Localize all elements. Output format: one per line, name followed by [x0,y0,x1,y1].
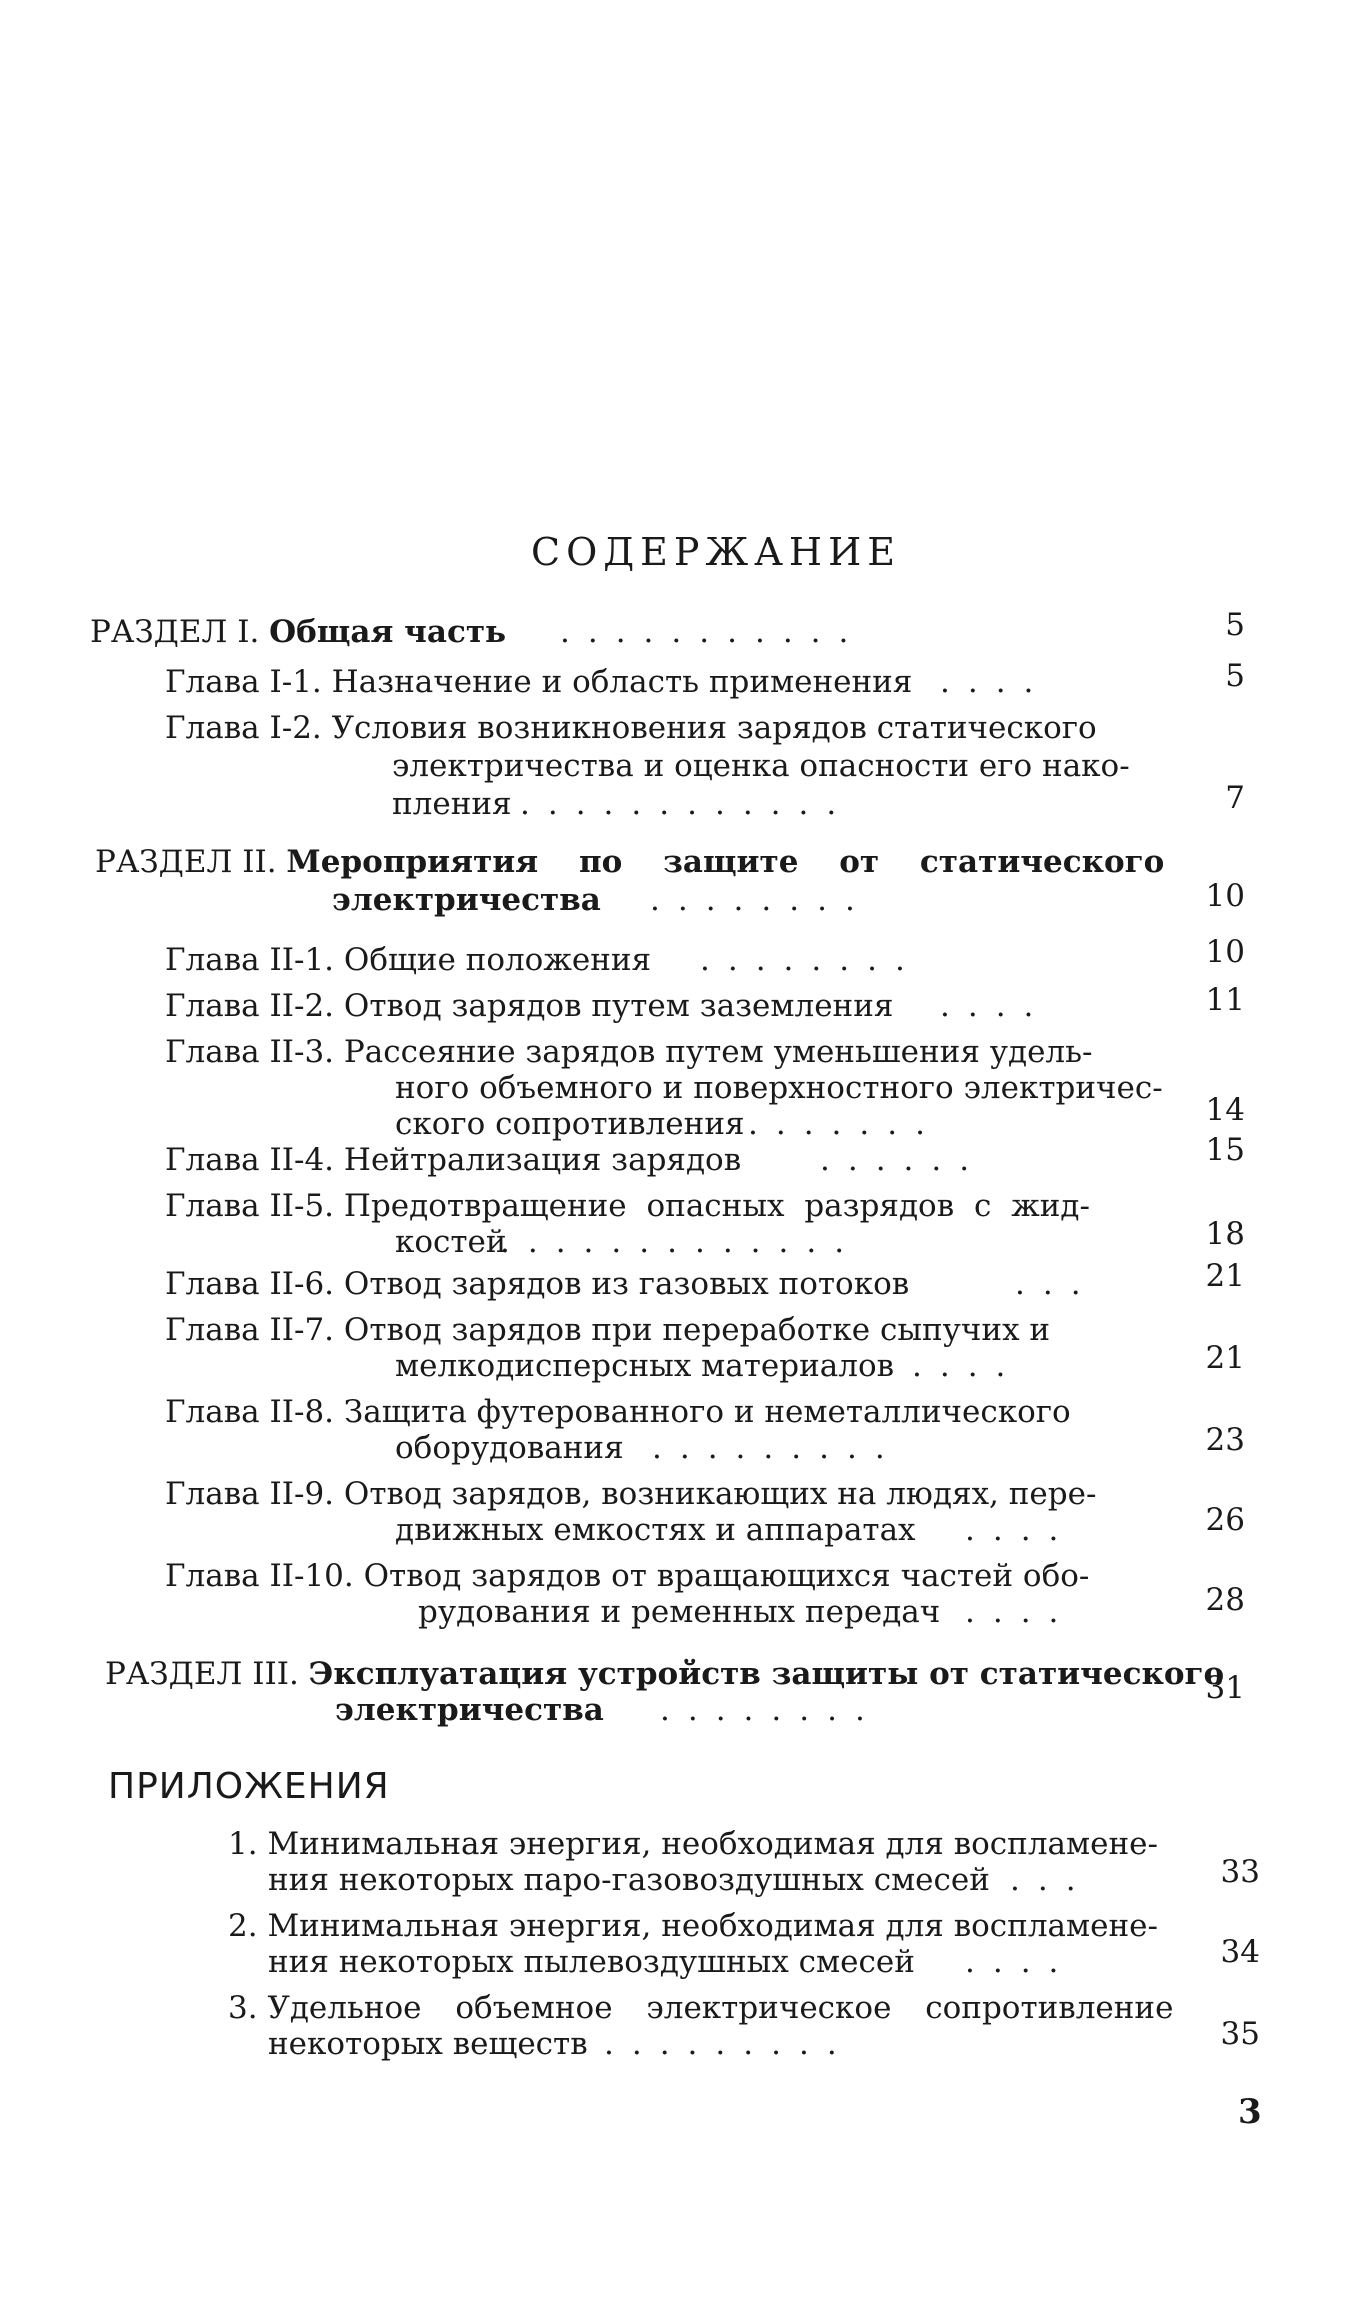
page-number: 7 [1225,780,1245,816]
section-title: Эксплуатация устройств защиты от статического [308,1656,1225,1692]
section-title-cont: электричества [335,1692,604,1728]
chapter-title-cont: рудования и ременных передач [418,1594,941,1630]
chapter-label: Глава II-9. [165,1476,335,1512]
chapter-entry [165,662,912,702]
appendix-number: 3. [228,1990,258,2026]
chapter-title-cont: пления [392,786,512,822]
page-number: 23 [1205,1422,1245,1458]
chapter-label: Глава II-7. [165,1312,335,1348]
appendix-title-cont: некоторых веществ [268,2026,588,2062]
chapter-entry [165,1186,1090,1226]
appendix-number: 2. [228,1908,258,1944]
chapter-title: Нейтрализация зарядов [343,1142,742,1178]
appendix-number: 1. [228,1826,258,1862]
section-1-entry [90,612,506,652]
leader-dots: .... [965,1944,1077,1980]
chapter-title: Рассеяние зарядов путем уменьшения удель- [343,1034,1093,1070]
leader-dots: ............ [520,786,855,822]
chapter-label: Глава II-4. [165,1142,335,1178]
page-number: 11 [1205,982,1245,1018]
chapter-label: Глава II-5. [165,1188,335,1224]
folio-page-number: 3 [1238,2092,1262,2132]
leader-dots: ........ [660,1692,883,1728]
appendix-heading: ПРИЛОЖЕНИЯ [108,1766,390,1807]
chapter-title: Общие положения [343,942,652,978]
page-number: 34 [1220,1934,1260,1970]
section-label: РАЗДЕЛ II. [95,844,277,880]
chapter-title: Отвод зарядов путем заземления [343,988,894,1024]
leader-dots: ... [1010,1862,1094,1898]
section-label: РАЗДЕЛ I. [90,614,260,650]
chapter-title: Защита футерованного и неметаллического [343,1394,1071,1430]
page-number: 10 [1205,878,1245,914]
chapter-label: Глава II-6. [165,1266,335,1302]
chapter-label: Глава II-2. [165,988,335,1024]
leader-dots: ...... [820,1142,988,1178]
chapter-entry [165,1556,1089,1596]
page-number: 5 [1225,607,1245,643]
section-title: Мероприятия по защите от статического [286,844,1165,880]
leader-dots: ........ [700,942,923,978]
leader-dots: ... [1015,1266,1099,1302]
appendix-title-cont: ния некоторых паро-газовоздушных смесей [268,1862,990,1898]
page-number: 31 [1205,1670,1245,1706]
chapter-title: Назначение и область применения [331,664,913,700]
leader-dots: .... [940,988,1052,1024]
page-number: 14 [1205,1092,1245,1128]
chapter-title-cont: ского сопротивления [395,1106,745,1142]
chapter-label: Глава II-1. [165,942,335,978]
page-number: 21 [1205,1340,1245,1376]
chapter-label: Глава II-8. [165,1394,335,1430]
section-title-cont: электричества [332,882,601,918]
appendix-item [228,1824,1158,1864]
section-2-entry [95,842,1164,882]
page-number: 28 [1205,1582,1245,1618]
section-title: Общая часть [269,614,507,650]
appendix-item [228,1906,1158,1946]
chapter-entry [165,1310,1050,1350]
page-title: СОДЕРЖАНИЕ [531,530,901,574]
page-number: 35 [1220,2016,1260,2052]
leader-dots: ........... [560,614,867,650]
page-number: 5 [1225,658,1245,694]
chapter-title: Отвод зарядов из газовых потоков [343,1266,910,1302]
chapter-title: Отвод зарядов при переработке сыпучих и [343,1312,1051,1348]
chapter-entry [165,1264,909,1304]
leader-dots: .... [965,1512,1077,1548]
chapter-title-cont: костей [395,1224,507,1260]
section-3-entry [105,1654,1224,1694]
chapter-title: Предотвращение опасных разрядов с жид- [343,1188,1090,1224]
leader-dots: ....... [748,1106,943,1142]
appendix-title: Минимальная энергия, необходимая для воспламене- [267,1826,1158,1862]
chapter-label: Глава I-1. [165,664,322,700]
page-number: 26 [1205,1502,1245,1538]
leader-dots: ........ [650,882,873,918]
appendix-title: Удельное объемное электрическое сопротивление [267,1990,1174,2026]
chapter-title: Отвод зарядов, возникающих на людях, пере- [343,1476,1097,1512]
leader-dots: ............. [500,1224,863,1260]
chapter-entry [165,1474,1096,1514]
chapter-title-cont: ного объемного и поверхностного электричес- [395,1070,1163,1106]
appendix-item [228,1988,1173,2028]
leader-dots: .... [965,1594,1077,1630]
chapter-entry [165,708,1097,748]
page-number: 21 [1205,1258,1245,1294]
page-number: 33 [1220,1854,1260,1890]
leader-dots: .... [940,664,1052,700]
chapter-entry [165,940,651,980]
leader-dots: ......... [652,1430,903,1466]
chapter-title: Условия возникновения зарядов статического [331,710,1097,746]
leader-dots: ......... [604,2026,855,2062]
appendix-title-cont: ния некоторых пылевоздушных смесей [268,1944,915,1980]
section-label: РАЗДЕЛ III. [105,1656,299,1692]
chapter-title-cont: электричества и оценка опасности его нако- [392,748,1130,784]
chapter-title-cont: мелкодисперсных материалов [395,1348,895,1384]
chapter-entry [165,1032,1092,1072]
chapter-title: Отвод зарядов от вращающихся частей обо- [363,1558,1090,1594]
appendix-title: Минимальная энергия, необходимая для воспламене- [267,1908,1158,1944]
chapter-label: Глава II-10. [165,1558,354,1594]
chapter-title-cont: оборудования [395,1430,624,1466]
chapter-label: Глава I-2. [165,710,322,746]
leader-dots: .... [912,1348,1024,1384]
chapter-label: Глава II-3. [165,1034,335,1070]
page-number: 10 [1205,934,1245,970]
chapter-entry [165,986,893,1026]
chapter-entry [165,1140,741,1180]
page-number: 15 [1205,1132,1245,1168]
page-number: 18 [1205,1216,1245,1252]
chapter-entry [165,1392,1071,1432]
chapter-title-cont: движных емкостях и аппаратах [395,1512,916,1548]
